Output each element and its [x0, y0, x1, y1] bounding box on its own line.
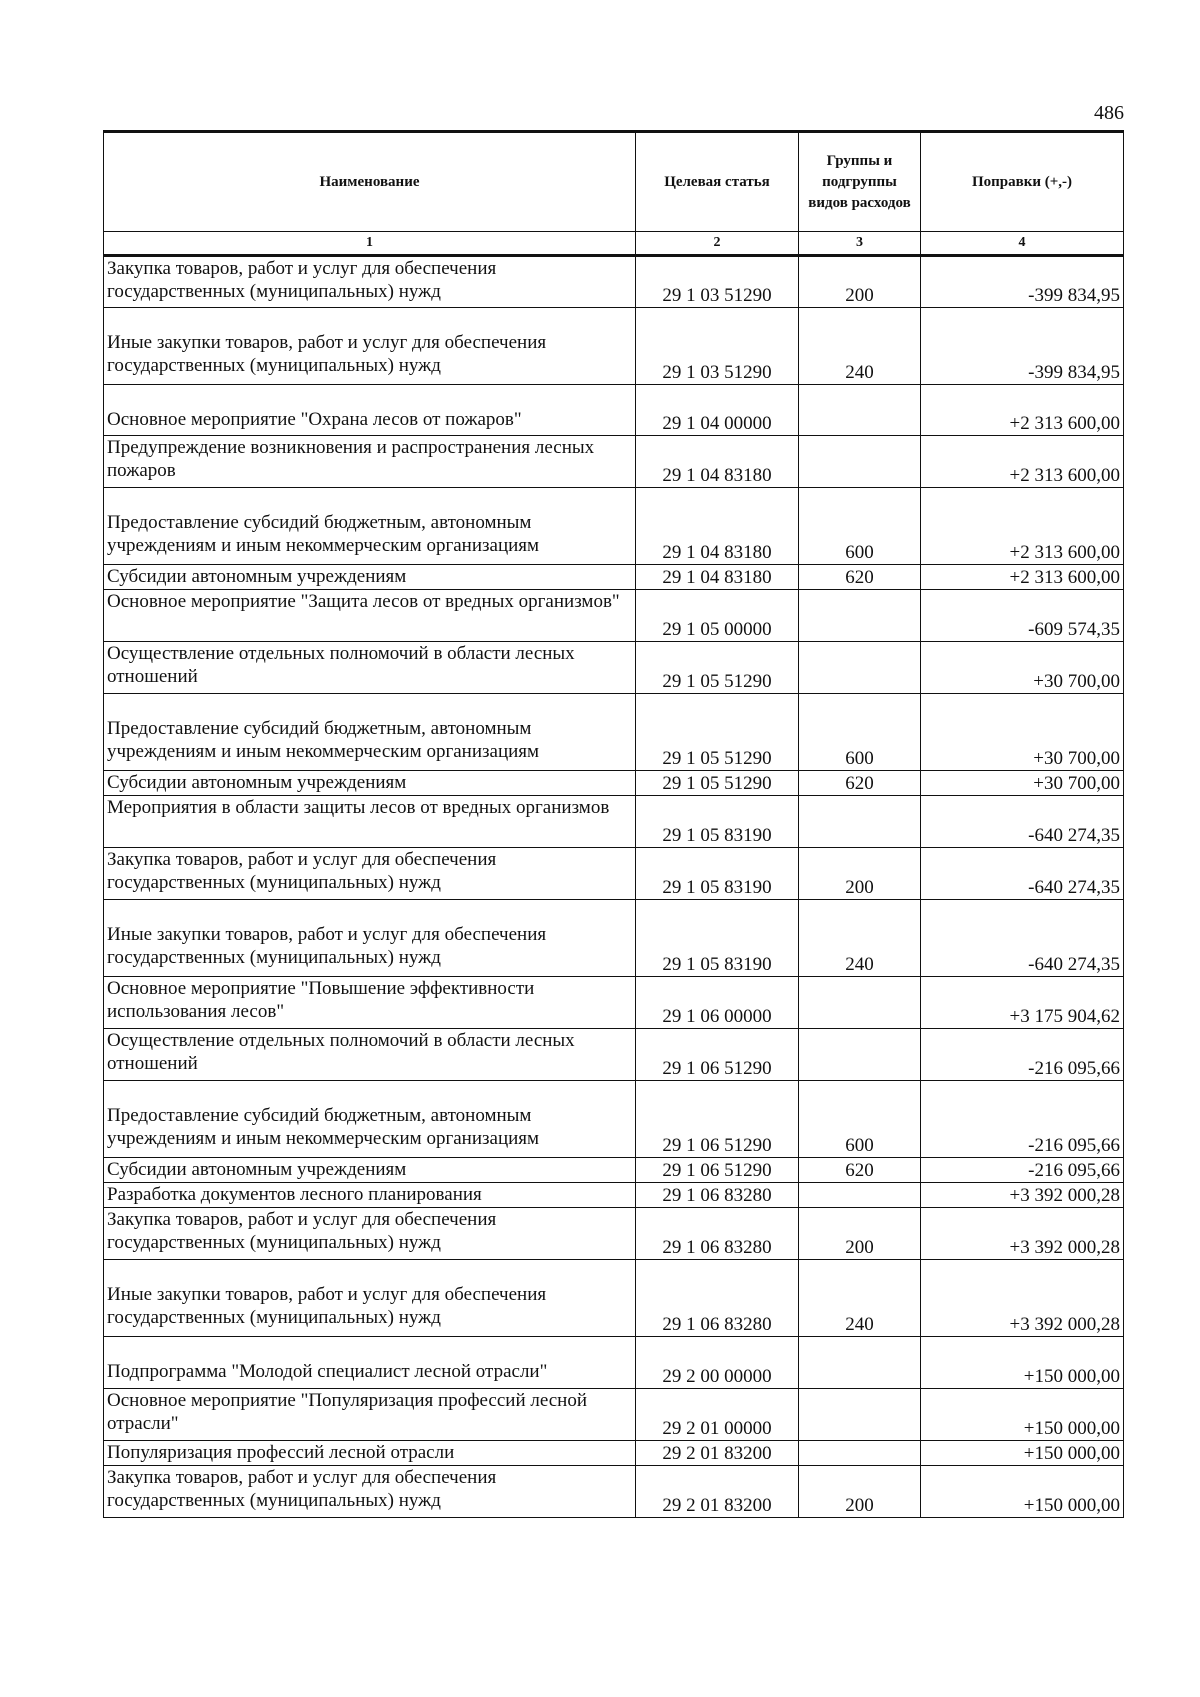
table-row — [104, 488, 1124, 565]
row-amount: +30 700,00 — [921, 694, 1124, 771]
table-row — [104, 1466, 1124, 1518]
row-name: Осуществление отдельных полномочий в области лесных отношений — [104, 1029, 636, 1081]
row-amount: +150 000,00 — [921, 1337, 1124, 1389]
row-amount: -216 095,66 — [921, 1081, 1124, 1158]
row-target-article: 29 1 04 83180 — [636, 565, 799, 590]
header-expense-groups: Группы и подгруппы видов расходов — [799, 132, 921, 232]
row-expense-group: 200 — [799, 1208, 921, 1260]
row-amount: +30 700,00 — [921, 642, 1124, 694]
table-row — [104, 1389, 1124, 1441]
row-target-article: 29 1 06 00000 — [636, 977, 799, 1029]
row-amount: +3 175 904,62 — [921, 977, 1124, 1029]
row-target-article: 29 1 03 51290 — [636, 308, 799, 385]
row-target-article: 29 2 01 83200 — [636, 1441, 799, 1466]
row-expense-group: 200 — [799, 848, 921, 900]
table-row — [104, 642, 1124, 694]
row-target-article: 29 1 05 83190 — [636, 796, 799, 848]
row-name: Иные закупки товаров, работ и услуг для обеспечения государственных (муниципальных) нужд — [104, 900, 636, 977]
row-name: Субсидии автономным учреждениям — [104, 1158, 636, 1183]
row-name: Предоставление субсидий бюджетным, автономным учреждениям и иным некоммерческим организациям — [104, 488, 636, 565]
row-name: Закупка товаров, работ и услуг для обеспечения государственных (муниципальных) нужд — [104, 1208, 636, 1260]
table-row — [104, 1337, 1124, 1389]
row-expense-group — [799, 1389, 921, 1441]
table-row — [104, 796, 1124, 848]
row-name: Предупреждение возникновения и распространения лесных пожаров — [104, 436, 636, 488]
row-amount: -640 274,35 — [921, 796, 1124, 848]
row-name: Популяризация профессий лесной отрасли — [104, 1441, 636, 1466]
row-target-article: 29 1 05 51290 — [636, 694, 799, 771]
table-row — [104, 385, 1124, 436]
table-row — [104, 590, 1124, 642]
row-target-article: 29 2 00 00000 — [636, 1337, 799, 1389]
row-expense-group: 600 — [799, 488, 921, 565]
row-expense-group: 200 — [799, 256, 921, 308]
row-name: Закупка товаров, работ и услуг для обеспечения государственных (муниципальных) нужд — [104, 848, 636, 900]
row-target-article: 29 1 06 51290 — [636, 1029, 799, 1081]
table-row — [104, 256, 1124, 308]
column-number: 4 — [921, 232, 1124, 256]
amendments-table — [103, 130, 1124, 1518]
row-target-article: 29 1 06 83280 — [636, 1183, 799, 1208]
row-expense-group — [799, 590, 921, 642]
row-amount: -609 574,35 — [921, 590, 1124, 642]
row-expense-group: 600 — [799, 694, 921, 771]
row-amount: -399 834,95 — [921, 308, 1124, 385]
row-name: Разработка документов лесного планирования — [104, 1183, 636, 1208]
row-name: Осуществление отдельных полномочий в области лесных отношений — [104, 642, 636, 694]
row-expense-group: 200 — [799, 1466, 921, 1518]
row-name: Подпрограмма "Молодой специалист лесной отрасли" — [104, 1337, 636, 1389]
table-row — [104, 977, 1124, 1029]
table-row — [104, 1441, 1124, 1466]
row-amount: +150 000,00 — [921, 1466, 1124, 1518]
row-name: Закупка товаров, работ и услуг для обеспечения государственных (муниципальных) нужд — [104, 1466, 636, 1518]
row-target-article: 29 1 06 83280 — [636, 1260, 799, 1337]
row-amount: +3 392 000,28 — [921, 1260, 1124, 1337]
table-row — [104, 1158, 1124, 1183]
row-name: Мероприятия в области защиты лесов от вредных организмов — [104, 796, 636, 848]
row-target-article: 29 1 03 51290 — [636, 256, 799, 308]
row-amount: -216 095,66 — [921, 1029, 1124, 1081]
row-amount: +2 313 600,00 — [921, 436, 1124, 488]
table-row — [104, 771, 1124, 796]
row-expense-group — [799, 977, 921, 1029]
row-expense-group: 240 — [799, 308, 921, 385]
row-expense-group: 620 — [799, 1158, 921, 1183]
table-row — [104, 1260, 1124, 1337]
row-name: Основное мероприятие "Охрана лесов от пожаров" — [104, 385, 636, 436]
row-target-article: 29 2 01 83200 — [636, 1466, 799, 1518]
table-row — [104, 900, 1124, 977]
row-amount: +3 392 000,28 — [921, 1183, 1124, 1208]
row-target-article: 29 1 06 51290 — [636, 1158, 799, 1183]
table-row — [104, 1183, 1124, 1208]
row-name: Основное мероприятие "Популяризация профессий лесной отрасли" — [104, 1389, 636, 1441]
header-name: Наименование — [104, 132, 636, 232]
row-target-article: 29 1 05 51290 — [636, 642, 799, 694]
column-number: 2 — [636, 232, 799, 256]
row-expense-group — [799, 1029, 921, 1081]
row-amount: +3 392 000,28 — [921, 1208, 1124, 1260]
row-amount: -399 834,95 — [921, 256, 1124, 308]
row-expense-group — [799, 1441, 921, 1466]
row-expense-group — [799, 1337, 921, 1389]
row-amount: -640 274,35 — [921, 848, 1124, 900]
row-name: Закупка товаров, работ и услуг для обеспечения государственных (муниципальных) нужд — [104, 256, 636, 308]
page-number: 486 — [1094, 102, 1124, 124]
table-row — [104, 1081, 1124, 1158]
row-target-article: 29 1 06 83280 — [636, 1208, 799, 1260]
row-amount: +30 700,00 — [921, 771, 1124, 796]
row-target-article: 29 1 04 83180 — [636, 488, 799, 565]
row-name: Субсидии автономным учреждениям — [104, 771, 636, 796]
column-number: 3 — [799, 232, 921, 256]
row-name: Иные закупки товаров, работ и услуг для обеспечения государственных (муниципальных) нужд — [104, 1260, 636, 1337]
row-target-article: 29 1 05 00000 — [636, 590, 799, 642]
header-target-article: Целевая статья — [636, 132, 799, 232]
row-target-article: 29 1 04 00000 — [636, 385, 799, 436]
column-number: 1 — [104, 232, 636, 256]
row-amount: +2 313 600,00 — [921, 488, 1124, 565]
row-name: Основное мероприятие "Повышение эффективности использования лесов" — [104, 977, 636, 1029]
row-amount: +150 000,00 — [921, 1441, 1124, 1466]
row-name: Иные закупки товаров, работ и услуг для обеспечения государственных (муниципальных) нужд — [104, 308, 636, 385]
row-name: Предоставление субсидий бюджетным, автономным учреждениям и иным некоммерческим организациям — [104, 694, 636, 771]
table-row — [104, 565, 1124, 590]
table-row — [104, 436, 1124, 488]
row-target-article: 29 2 01 00000 — [636, 1389, 799, 1441]
row-amount: +2 313 600,00 — [921, 565, 1124, 590]
row-expense-group: 240 — [799, 1260, 921, 1337]
row-name: Субсидии автономным учреждениям — [104, 565, 636, 590]
row-target-article: 29 1 05 83190 — [636, 848, 799, 900]
row-amount: +2 313 600,00 — [921, 385, 1124, 436]
row-expense-group: 620 — [799, 771, 921, 796]
table-row — [104, 1029, 1124, 1081]
row-amount: -216 095,66 — [921, 1158, 1124, 1183]
row-expense-group: 240 — [799, 900, 921, 977]
row-amount: +150 000,00 — [921, 1389, 1124, 1441]
table-row — [104, 1208, 1124, 1260]
table-row — [104, 694, 1124, 771]
row-expense-group — [799, 436, 921, 488]
row-target-article: 29 1 04 83180 — [636, 436, 799, 488]
row-expense-group — [799, 642, 921, 694]
row-expense-group: 600 — [799, 1081, 921, 1158]
table-row — [104, 848, 1124, 900]
row-target-article: 29 1 05 83190 — [636, 900, 799, 977]
row-name: Основное мероприятие "Защита лесов от вредных организмов" — [104, 590, 636, 642]
table-row — [104, 308, 1124, 385]
row-amount: -640 274,35 — [921, 900, 1124, 977]
row-target-article: 29 1 05 51290 — [636, 771, 799, 796]
row-expense-group — [799, 796, 921, 848]
header-amendments: Поправки (+,-) — [921, 132, 1124, 232]
row-target-article: 29 1 06 51290 — [636, 1081, 799, 1158]
row-expense-group — [799, 385, 921, 436]
row-name: Предоставление субсидий бюджетным, автономным учреждениям и иным некоммерческим организациям — [104, 1081, 636, 1158]
row-expense-group: 620 — [799, 565, 921, 590]
row-expense-group — [799, 1183, 921, 1208]
